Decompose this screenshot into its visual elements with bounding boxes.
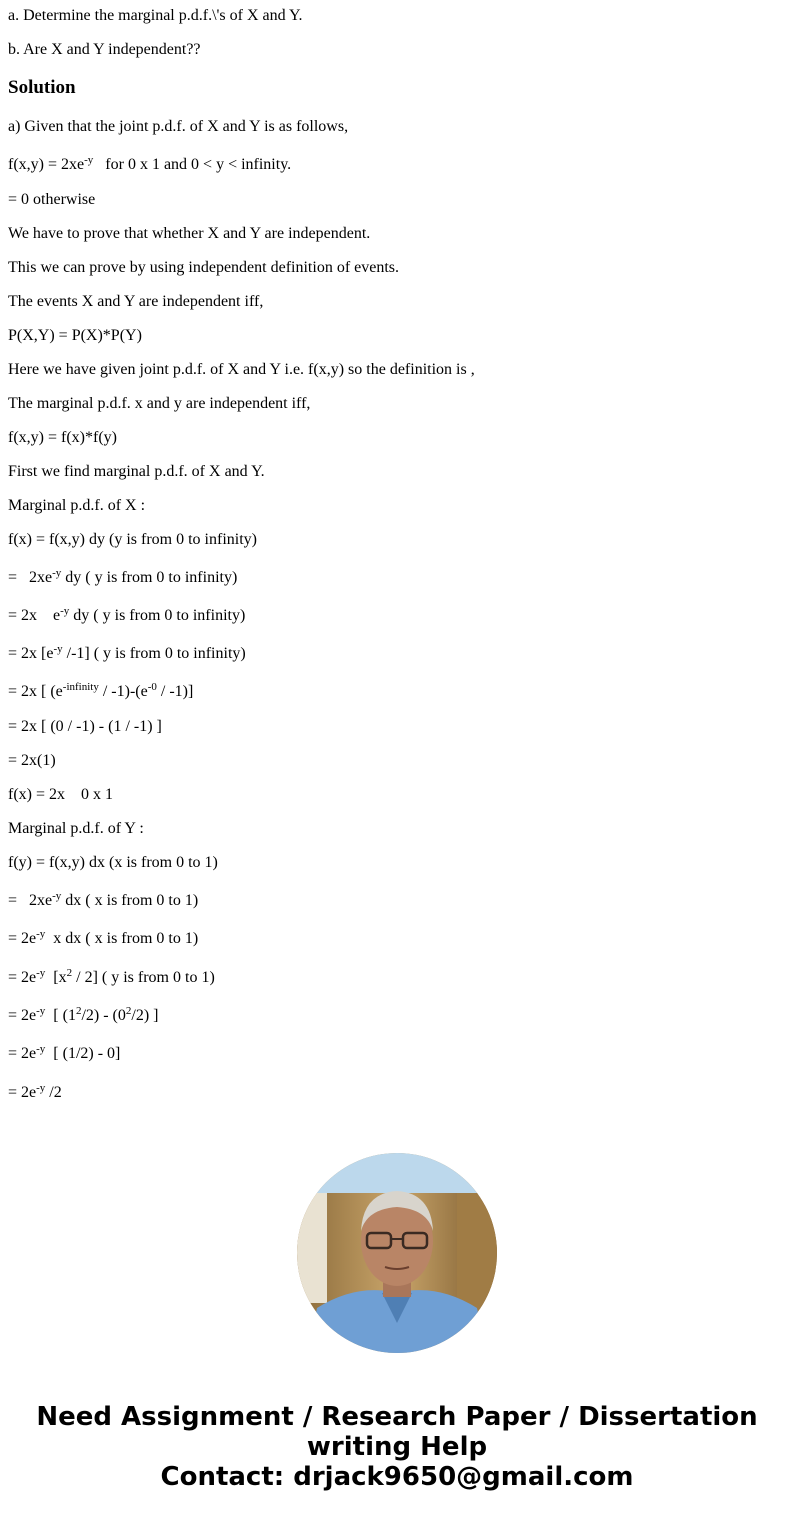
text-line: f(x) = f(x,y) dy (y is from 0 to infinity) xyxy=(8,531,257,548)
contact-email: Contact: drjack9650@gmail.com xyxy=(160,1462,634,1492)
tutor-portrait-icon xyxy=(297,1153,497,1353)
promo-line-2: writing Help xyxy=(306,1432,488,1462)
text-line: f(y) = f(x,y) dx (x is from 0 to 1) xyxy=(8,854,218,871)
formula-line: = $2xe^{-y}$ dy ( y is from 0 to infinity) xyxy=(8,567,238,586)
text-line: f(x) = 2x 0 x 1 xyxy=(8,786,114,803)
question-b: b. Are X and Y independent?? xyxy=(8,41,201,58)
text-line: This we can prove by using independent definition of events. xyxy=(8,259,400,276)
text-line: The events X and Y are independent iff, xyxy=(8,293,264,310)
text-line: = 0 otherwise xyxy=(8,191,96,208)
formula-line: = 2x [ $(e^{-infinity} / -1)-(e^{-0} / -1)$] xyxy=(8,681,194,700)
text-line: f(x,y) = f(x)*f(y) xyxy=(8,429,117,446)
text-line: The marginal p.d.f. x and y are independent iff, xyxy=(8,395,311,412)
promo-line-1: Need Assignment / Research Paper / Dissertation xyxy=(36,1402,758,1432)
formula-line: = $2e^{-y}$ /2 xyxy=(8,1082,62,1101)
formula-line: = $2e^{-y}$ [ $(1^2/2) - (0^2/2)$ ] xyxy=(8,1005,159,1024)
text-line: a) Given that the joint p.d.f. of X and Y is as follows, xyxy=(8,118,349,135)
text-line: = 2x(1) xyxy=(8,752,56,769)
text-line: = 2x [ (0 / -1) - (1 / -1) ] xyxy=(8,718,162,735)
text-line: Marginal p.d.f. of X : xyxy=(8,497,146,514)
formula-line: = $2e^{-y}$ $[x^2 / 2]$ ( y is from 0 to 1) xyxy=(8,967,215,986)
formula-line: = $2e^{-y}$ x dx ( x is from 0 to 1) xyxy=(8,928,199,947)
text-line: We have to prove that whether X and Y are independent. xyxy=(8,225,371,242)
text-line: Here we have given joint p.d.f. of X and Y i.e. f(x,y) so the definition is , xyxy=(8,361,475,378)
text-line: First we find marginal p.d.f. of X and Y. xyxy=(8,463,265,480)
formula-line: $f(x,y) = 2xe^{-y}$ for 0 x 1 and 0 < y < infinity. xyxy=(8,154,292,173)
question-a: a. Determine the marginal p.d.f.\'s of X and Y. xyxy=(8,7,303,24)
promo-footer xyxy=(0,1402,794,1492)
text-line: P(X,Y) = P(X)*P(Y) xyxy=(8,327,142,344)
avatar xyxy=(297,1153,497,1353)
formula-line: = 2x [$e^{-y}$ /-1] ( y is from 0 to infinity) xyxy=(8,643,246,662)
formula-line: = 2x $e^{-y}$ dy ( y is from 0 to infinity) xyxy=(8,605,246,624)
text-line: Marginal p.d.f. of Y : xyxy=(8,820,144,837)
solution-heading: Solution xyxy=(8,77,76,98)
formula-line: = $2xe^{-y}$ dx ( x is from 0 to 1) xyxy=(8,890,199,909)
formula-line: = $2e^{-y}$ [ (1/2) - 0] xyxy=(8,1043,121,1062)
